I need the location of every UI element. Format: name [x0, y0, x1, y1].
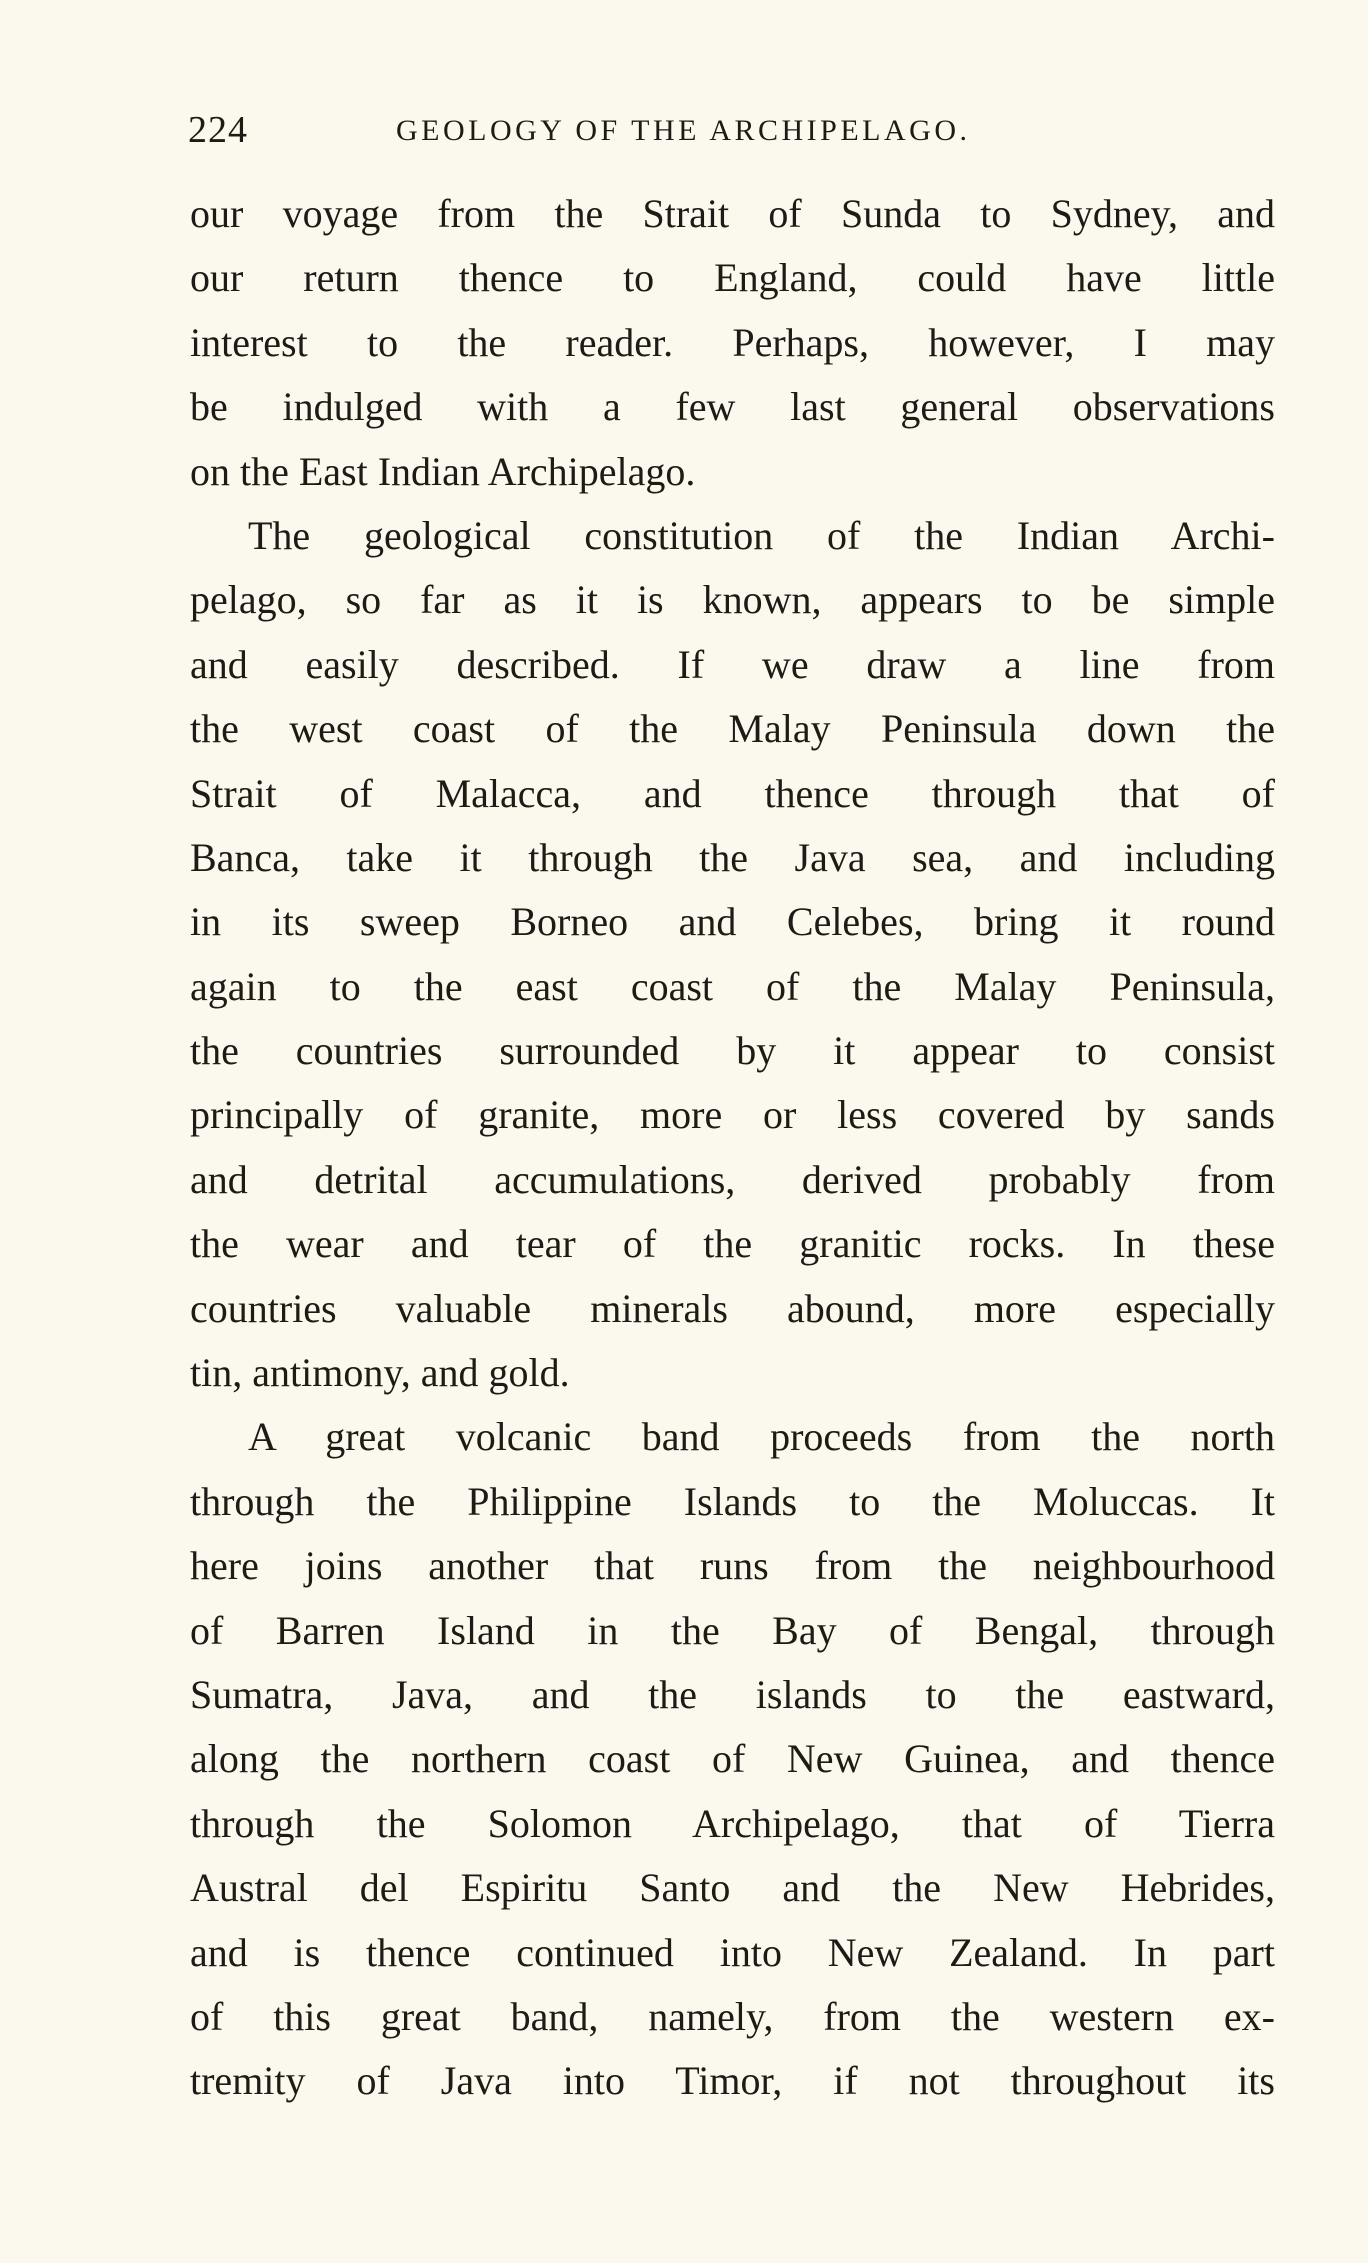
text-line: interest to the reader. Perhaps, however, I may	[190, 319, 1275, 365]
text-line: Banca, take it through the Java sea, and including	[190, 834, 1275, 880]
text-line: of this great band, namely, from the western ex-	[190, 1993, 1275, 2039]
text-line: our return thence to England, could have little	[190, 255, 1275, 301]
page-number: 224	[188, 109, 248, 151]
text-line: Austral del Espiritu Santo and the New Hebrides,	[190, 1865, 1275, 1911]
text-line: through the Philippine Islands to the Moluccas. It	[190, 1478, 1275, 1524]
text-line: principally of granite, more or less covered by sands	[190, 1092, 1275, 1138]
text-line: A great volcanic band proceeds from the north	[248, 1414, 1275, 1460]
text-line: in its sweep Borneo and Celebes, bring it round	[190, 899, 1275, 945]
text-line: Sumatra, Java, and the islands to the eastward,	[190, 1671, 1275, 1717]
running-title: GEOLOGY OF THE ARCHIPELAGO.	[396, 114, 971, 147]
page-header	[188, 108, 1188, 168]
text-line: tin, antimony, and gold.	[190, 1350, 570, 1396]
text-line: of Barren Island in the Bay of Bengal, through	[190, 1607, 1275, 1653]
text-line: and detrital accumulations, derived probably from	[190, 1156, 1275, 1202]
text-line: Strait of Malacca, and thence through that of	[190, 770, 1275, 816]
text-line: the west coast of the Malay Peninsula down the	[190, 706, 1275, 752]
text-line: The geological constitution of the Indian Archi-	[248, 512, 1275, 558]
text-line: and easily described. If we draw a line from	[190, 641, 1275, 687]
text-line: through the Solomon Archipelago, that of Tierra	[190, 1800, 1275, 1846]
text-line: on the East Indian Archipelago.	[190, 448, 696, 494]
text-line: and is thence continued into New Zealand. In part	[190, 1929, 1275, 1975]
body-text	[190, 182, 1275, 2114]
text-line: pelago, so far as it is known, appears to be simple	[190, 577, 1275, 623]
text-line: along the northern coast of New Guinea, and thence	[190, 1736, 1275, 1782]
text-line: the wear and tear of the granitic rocks. In these	[190, 1221, 1275, 1267]
text-line: here joins another that runs from the neighbourhood	[190, 1543, 1275, 1589]
text-line: be indulged with a few last general observations	[190, 384, 1275, 430]
text-line: tremity of Java into Timor, if not throughout its	[190, 2058, 1275, 2104]
text-line: the countries surrounded by it appear to consist	[190, 1028, 1275, 1074]
text-line: our voyage from the Strait of Sunda to Sydney, and	[190, 191, 1275, 236]
text-line: again to the east coast of the Malay Peninsula,	[190, 963, 1275, 1009]
text-line: countries valuable minerals abound, more especially	[190, 1285, 1275, 1331]
